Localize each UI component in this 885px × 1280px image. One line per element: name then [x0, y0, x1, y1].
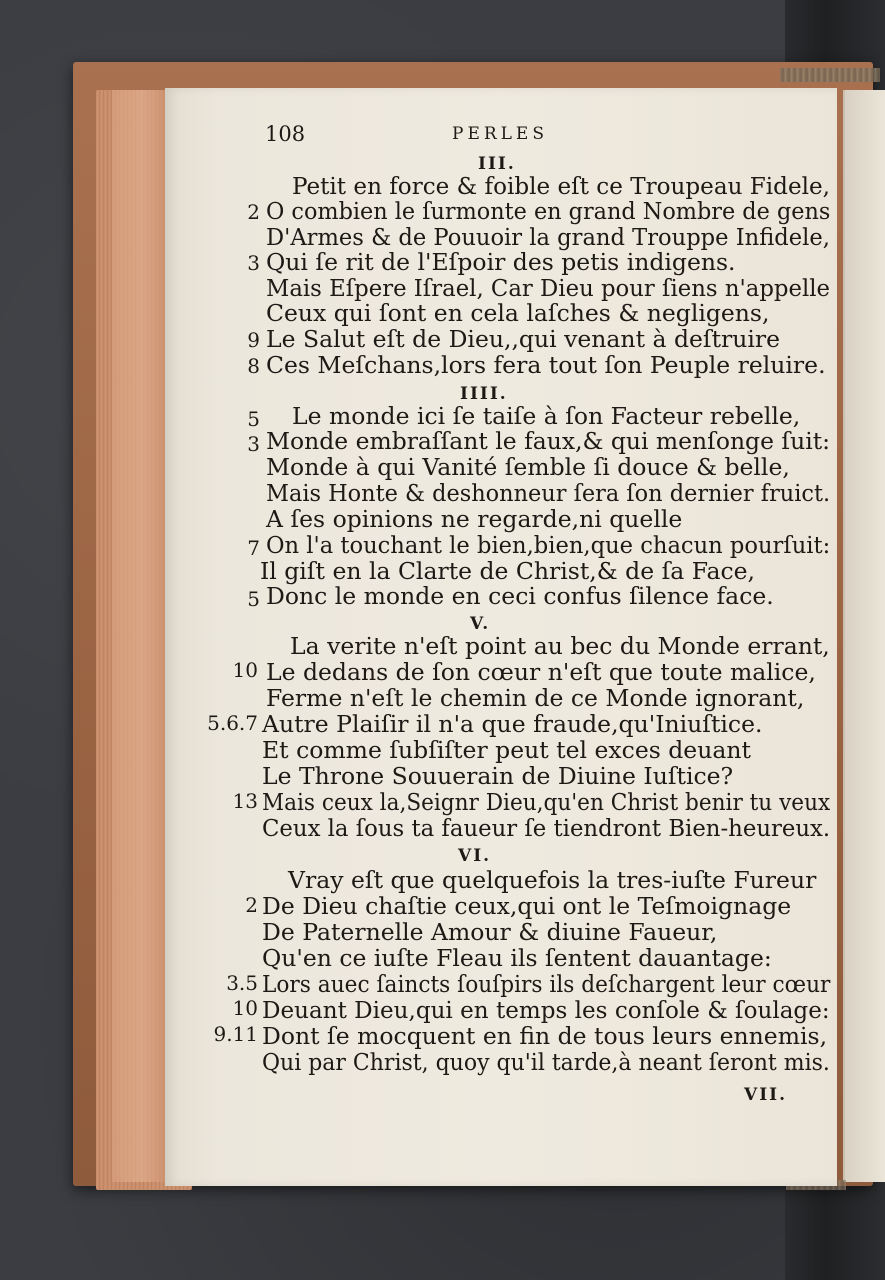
verse-line: Il giſt en la Clarte de Christ,& de ſa Face,: [260, 557, 756, 585]
margin-reference: 5: [247, 587, 260, 611]
margin-reference: 3.5: [226, 971, 258, 995]
verse-line: De Dieu chaſtie ceux,qui ont le Teſmoignage: [262, 892, 792, 920]
verse-line: Et comme ſubſiſter peut tel exces deuant: [262, 736, 751, 764]
margin-reference: 9: [247, 328, 260, 352]
verse-line: La verite n'eſt point au bec du Monde errant,: [290, 632, 830, 660]
verse-line: On l'a touchant le bien,bien,que chacun pourſuit:: [266, 531, 831, 559]
catchword: VII.: [744, 1085, 788, 1105]
verse-line: Mais Eſpere Iſrael, Car Dieu pour ſiens n'appelle: [266, 274, 831, 302]
verse-line: Ceux la ſous ta faueur ſe tiendront Bien-heureux.: [262, 814, 831, 842]
verse-line: D'Armes & de Pouuoir la grand Trouppe Infidele,: [266, 223, 830, 251]
running-title: PERLES: [452, 124, 548, 144]
verse-line: Le Salut eſt de Dieu,,qui venant à deſtruire: [266, 325, 781, 353]
verse-line: Autre Plaiſir il n'a que fraude,qu'Iniuſtice.: [262, 710, 763, 738]
verse-line: Mais ceux la,Seignr Dieu,qu'en Christ benir tu veux: [262, 788, 831, 816]
verse-line: Le Throne Souuerain de Diuine Iuſtice?: [262, 762, 734, 790]
margin-reference: 2: [247, 200, 260, 224]
verse-line: Monde embraſſant le faux,& qui menſonge ſuit:: [266, 427, 831, 455]
margin-reference: 7: [247, 536, 260, 560]
verse-line: Mais Honte & deshonneur ſera ſon dernier fruict.: [266, 479, 831, 507]
margin-reference: 9.11: [213, 1022, 258, 1046]
section-numeral: IIII.: [460, 384, 508, 404]
facing-page: [843, 90, 885, 1182]
margin-reference: 5.6.7: [207, 711, 258, 735]
verse-line: O combien le ſurmonte en grand Nombre de gens: [266, 197, 831, 225]
margin-reference: 13: [232, 789, 258, 813]
margin-reference: 10: [232, 658, 258, 682]
verse-line: Donc le monde en ceci confus ſilence face.: [266, 582, 774, 610]
verse-line: De Paternelle Amour & diuine Faueur,: [262, 918, 718, 946]
verse-line: Le dedans de ſon cœur n'eſt que toute malice,: [266, 658, 816, 686]
section-numeral: VI.: [458, 846, 492, 866]
verse-line: Le monde ici ſe taiſe à ſon Facteur rebelle,: [292, 402, 801, 430]
page-number: 108: [265, 122, 306, 146]
verse-line: Monde à qui Vanité ſemble ſi douce & belle,: [266, 453, 790, 481]
verse-line: Ferme n'eſt le chemin de ce Monde ignorant,: [266, 684, 805, 712]
verse-line: Dont ſe mocquent en fin de tous leurs ennemis,: [262, 1022, 828, 1050]
margin-reference: 3: [247, 251, 260, 275]
verse-line: Qui par Christ, quoy qu'il tarde,à neant ſeront mis.: [262, 1048, 830, 1076]
verse-line: Deuant Dieu,qui en temps les conſole & ſoulage:: [262, 996, 830, 1024]
margin-reference: 5: [247, 407, 260, 431]
margin-reference: 3: [247, 432, 260, 456]
verse-line: Qu'en ce iuſte Fleau ils ſentent dauantage:: [262, 944, 772, 972]
page-edges-highlight: [112, 90, 172, 1182]
margin-reference: 2: [245, 893, 258, 917]
verse-line: Ces Meſchans,lors fera tout ſon Peuple reluire.: [266, 351, 826, 379]
verse-line: A ſes opinions ne regarde,ni quelle: [266, 505, 683, 533]
verse-line: Qui ſe rit de l'Eſpoir des petis indigens.: [266, 248, 736, 276]
bookmark-ribbon: [780, 68, 880, 82]
verse-line: Lors auec ſaincts ſouſpirs ils deſchargent leur cœur: [262, 970, 831, 998]
section-numeral: III.: [478, 154, 516, 174]
margin-reference: 8: [247, 354, 260, 378]
verse-line: Petit en force & foible eſt ce Troupeau Fidele,: [292, 172, 830, 200]
section-numeral: V.: [470, 614, 491, 634]
verse-line: Vray eſt que quelquefois la tres-iuſte Fureur: [288, 866, 817, 894]
margin-reference: 10: [232, 996, 258, 1020]
verse-line: Ceux qui ſont en cela laſches & negligens,: [266, 299, 770, 327]
